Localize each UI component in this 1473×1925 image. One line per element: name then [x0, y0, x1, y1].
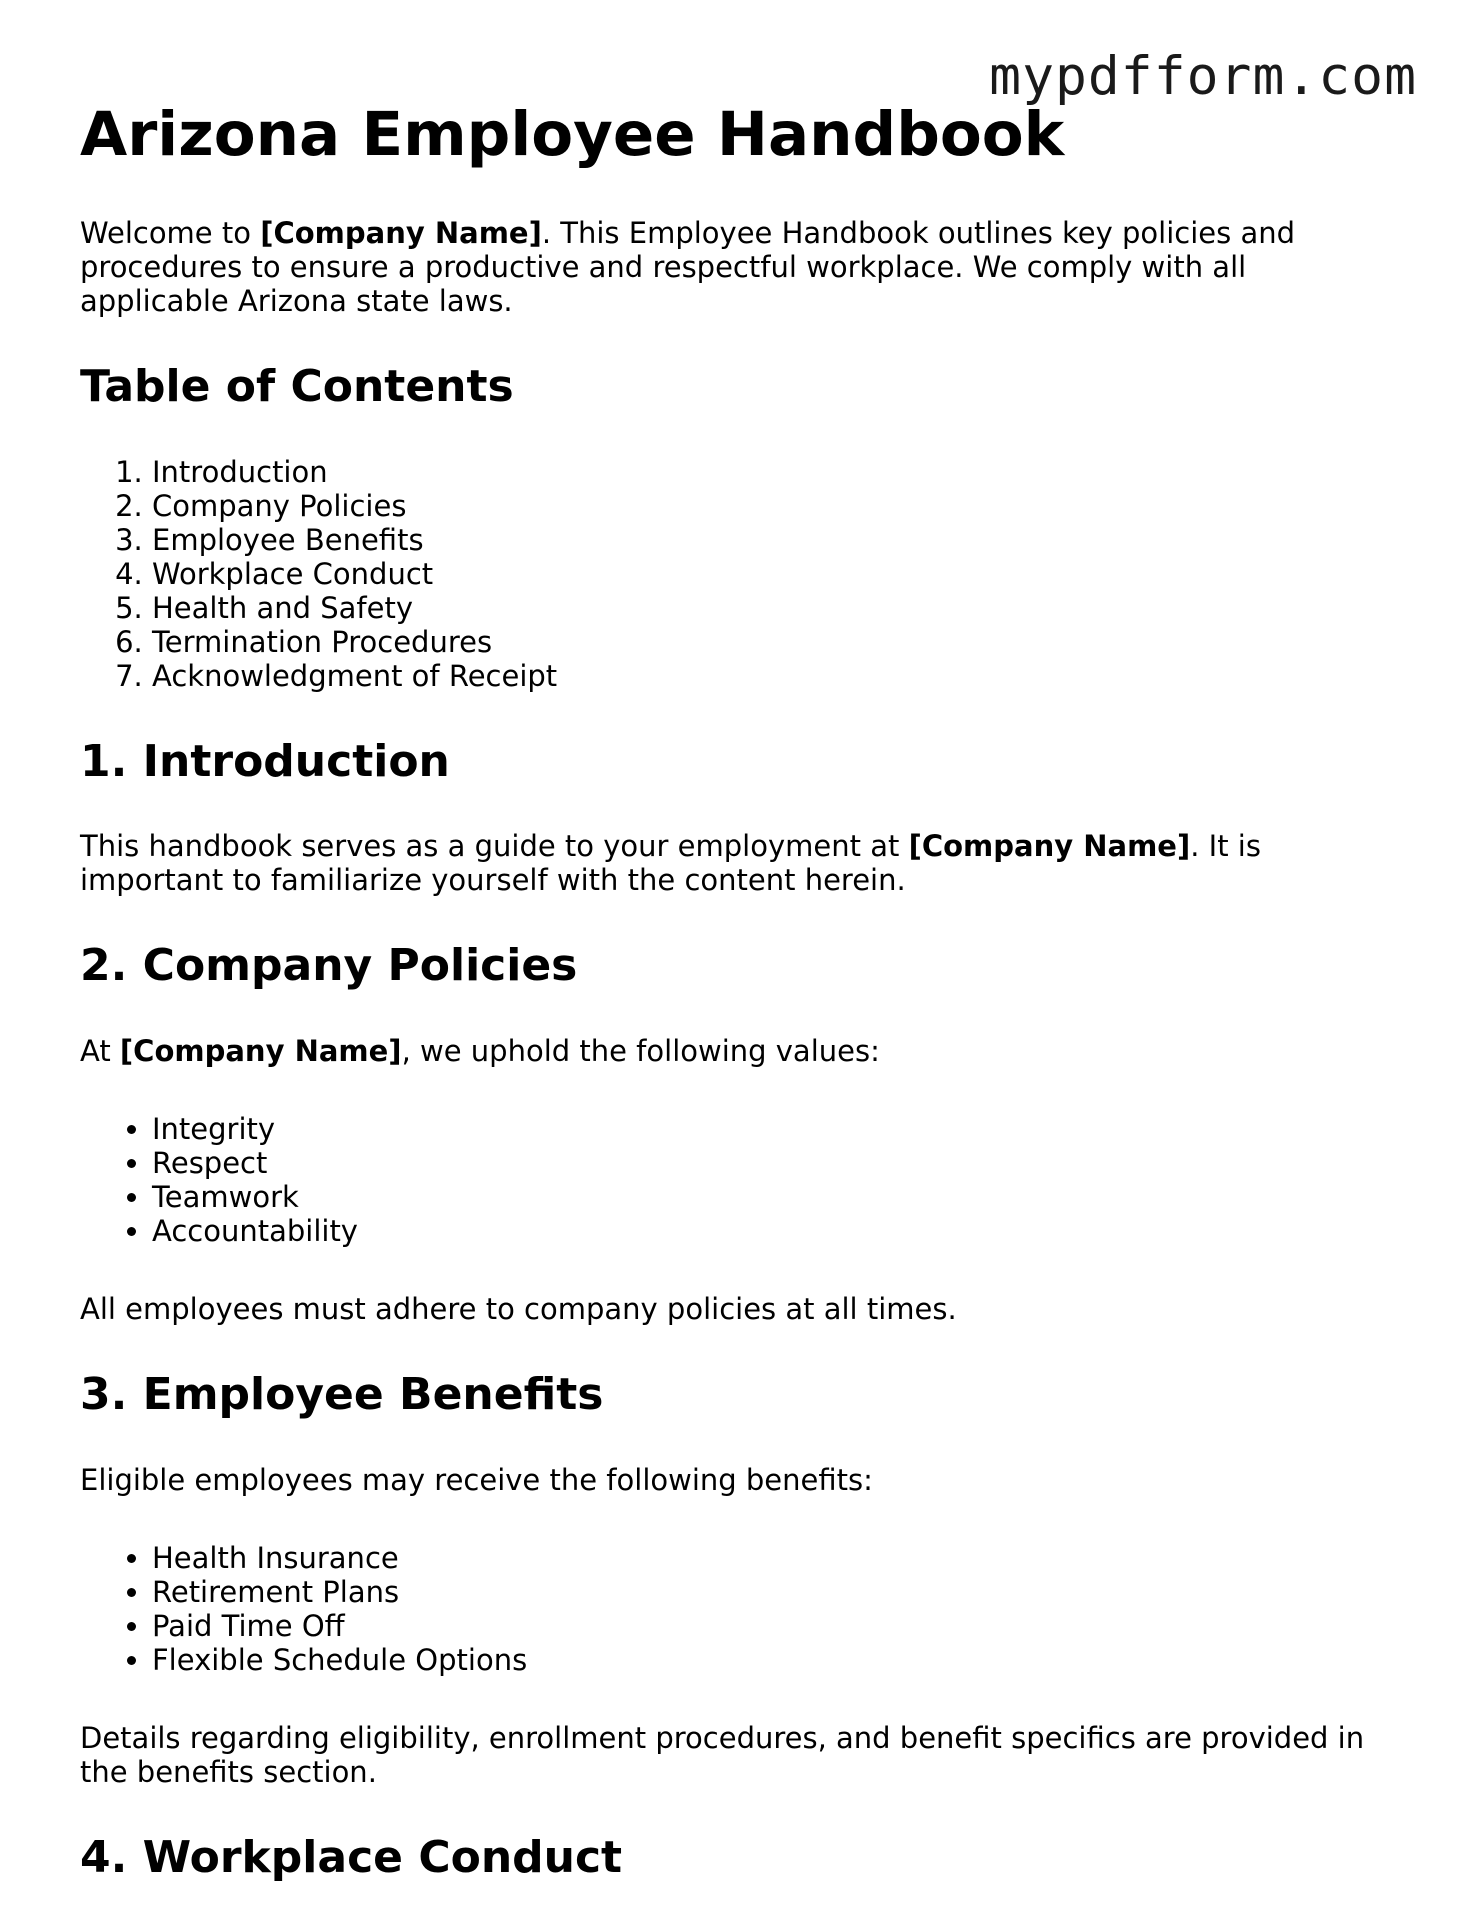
benefit-item: • Retirement Plans	[152, 1575, 1400, 1609]
value-item: • Respect	[152, 1146, 1400, 1180]
value-item: • Integrity	[152, 1112, 1400, 1146]
benefit-item: • Health Insurance	[152, 1541, 1400, 1575]
company-name-placeholder: [Company Name]	[119, 1033, 402, 1068]
introduction-paragraph	[80, 829, 1400, 897]
toc-item: 7. Acknowledgment of Receipt	[152, 659, 1400, 693]
document-title: Arizona Employee Handbook	[80, 99, 1065, 170]
toc-item: 5. Health and Safety	[152, 591, 1400, 625]
section-heading-introduction: 1. Introduction	[80, 735, 450, 787]
toc-heading: Table of Contents	[80, 361, 514, 413]
company-name-placeholder: [Company Name]	[260, 216, 542, 251]
intro-text-after: . This Employee Handbook outlines key policies and procedures to ensure a productive and respectful workplace. We comply with all applicable Arizona state laws.	[80, 216, 1296, 319]
introduction-text-after: . It is important to familiarize yourself with the content herein.	[80, 829, 1261, 898]
toc-item: 1. Introduction	[152, 455, 1400, 489]
benefits-closing-paragraph: Details regarding eligibility, enrollment procedures, and benefit specifics are provided in the benefits section.	[80, 1720, 1365, 1789]
policies-text-before: At	[80, 1033, 120, 1068]
watermark: mypdfform.com	[989, 46, 1417, 107]
benefit-item: • Flexible Schedule Options	[152, 1643, 1400, 1677]
policies-closing-paragraph: All employees must adhere to company policies at all times.	[80, 1291, 957, 1326]
value-item: • Accountability	[152, 1214, 1400, 1248]
policies-text-after: , we uphold the following values:	[401, 1033, 880, 1068]
company-name-placeholder: [Company Name]	[908, 829, 1191, 864]
toc-item: 6. Termination Procedures	[152, 625, 1400, 659]
intro-text-before: Welcome to	[80, 216, 261, 251]
section-heading-workplace-conduct: 4. Workplace Conduct	[80, 1831, 623, 1883]
introduction-text-before: This handbook serves as a guide to your employment at	[80, 829, 909, 864]
section-heading-employee-benefits: 3. Employee Benefits	[80, 1368, 604, 1420]
toc-item: 2. Company Policies	[152, 489, 1400, 523]
toc-list	[80, 455, 1400, 693]
intro-paragraph	[80, 216, 1400, 318]
value-item: • Teamwork	[152, 1180, 1400, 1214]
toc-item: 4. Workplace Conduct	[152, 557, 1400, 591]
document-page	[80, 100, 1400, 1925]
benefit-item: • Paid Time Off	[152, 1609, 1400, 1643]
toc-item: 3. Employee Benefits	[152, 523, 1400, 557]
section-heading-company-policies: 2. Company Policies	[80, 940, 578, 992]
benefits-lead-paragraph: Eligible employees may receive the following benefits:	[80, 1462, 873, 1497]
values-list	[80, 1112, 1400, 1248]
policies-lead-paragraph	[80, 1034, 1400, 1068]
benefits-list	[80, 1541, 1400, 1677]
